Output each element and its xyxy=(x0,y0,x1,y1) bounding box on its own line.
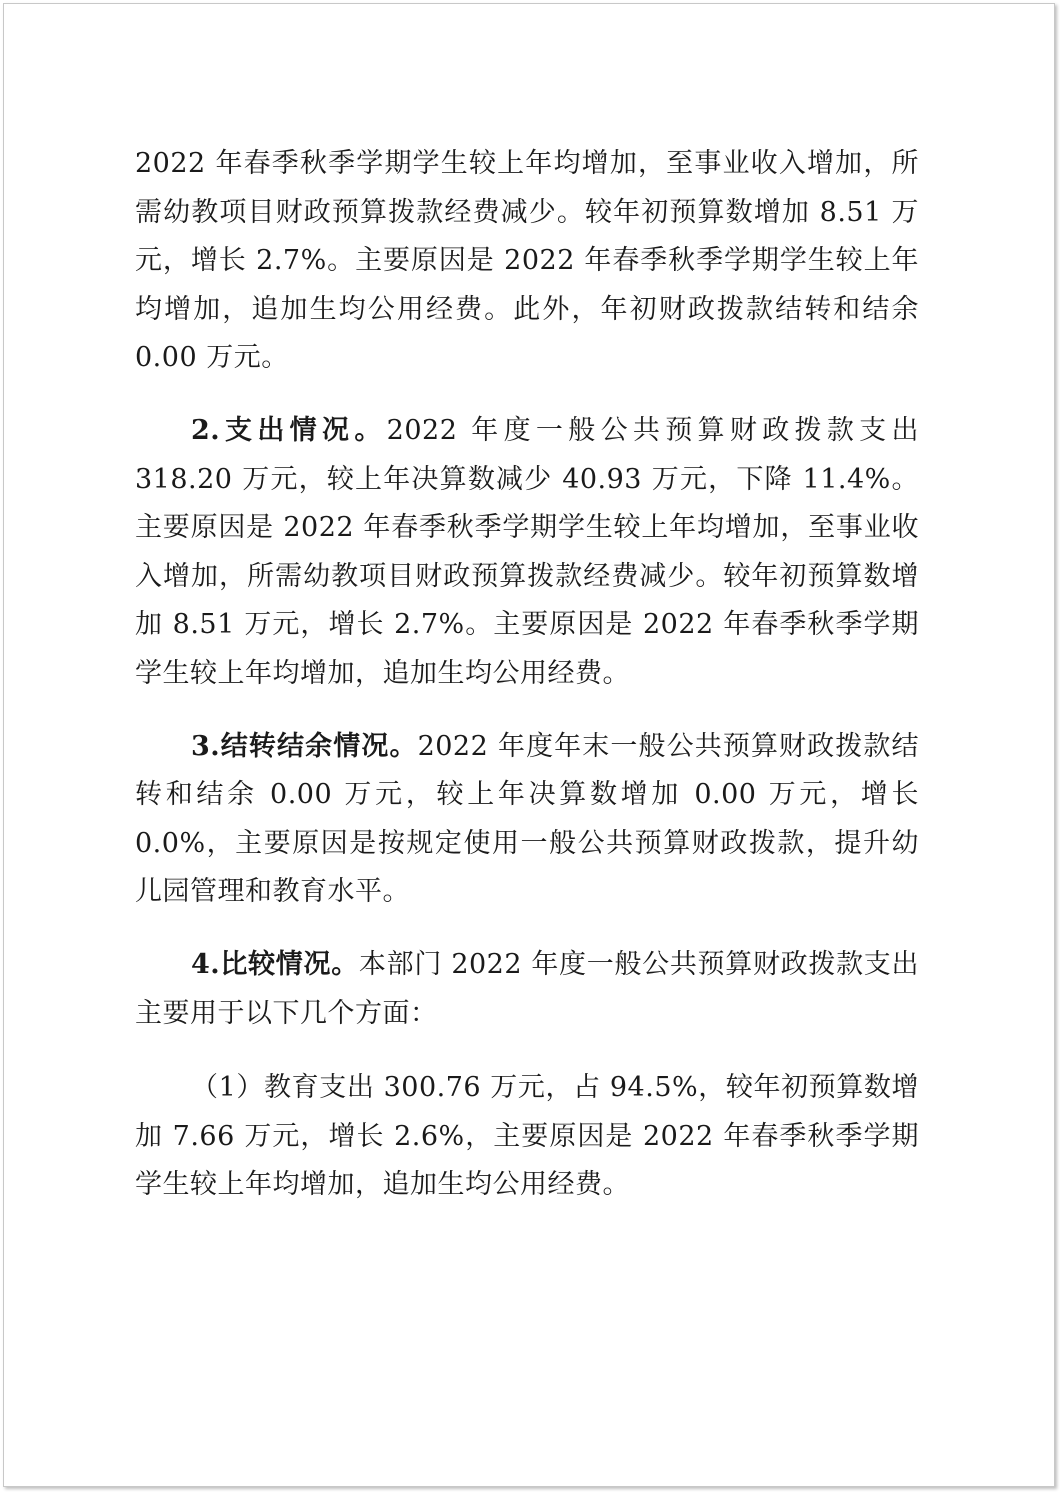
paragraph-comparison xyxy=(135,941,919,1038)
paragraph-text: 本部门 2022 年度一般公共预算财政拨款支出主要用于以下几个方面： xyxy=(135,948,919,1029)
paragraph-expenditure xyxy=(135,407,919,699)
document-page xyxy=(3,3,1055,1487)
paragraph-text: 2022 年春季秋季学期学生较上年均增加，至事业收入增加，所需幼教项目财政预算拨款经费减少。较年初预算数增加 8.51 万元，增长 2.7%。主要原因是 2022 年春季秋季学期学生较上年均增加，追加生均公用经费。此外，年初财政拨款结转和结余 0.00 万元。 xyxy=(135,148,919,374)
paragraph-text: （1）教育支出 300.76 万元，占 94.5%，较年初预算数增加 7.66 万元，增长 2.6%，主要原因是 2022 年春季秋季学期学生较上年均增加，追加生均公用经费。 xyxy=(135,1072,919,1201)
section-heading-carryover: 3.结转结余情况。 xyxy=(191,730,418,762)
section-heading-comparison: 4.比较情况。 xyxy=(191,948,359,980)
section-heading-expenditure: 2.支出情况。 xyxy=(191,414,387,446)
paragraph-text: 2022 年度年末一般公共预算财政拨款结转和结余 0.00 万元，较上年决算数增加 0.00 万元，增长 0.0%，主要原因是按规定使用一般公共预算财政拨款，提升幼儿园管理和教育水平。 xyxy=(135,730,919,908)
paragraph-carryover xyxy=(135,723,919,917)
paragraph-text: 2022 年度一般公共预算财政拨款支出 318.20 万元，较上年决算数减少 40.93 万元，下降 11.4%。主要原因是 2022 年春季秋季学期学生较上年均增加，至事业收入增加，所需幼教项目财政预算拨款经费减少。较年初预算数增加 8.51 万元，增长 2.7%。主要原因是 2022 年春季秋季学期学生较上年均增加，追加生均公用经费。 xyxy=(135,414,920,689)
paragraph-education-expenditure xyxy=(135,1064,919,1210)
document-body xyxy=(135,140,919,1210)
paragraph-income-continued xyxy=(135,140,919,383)
